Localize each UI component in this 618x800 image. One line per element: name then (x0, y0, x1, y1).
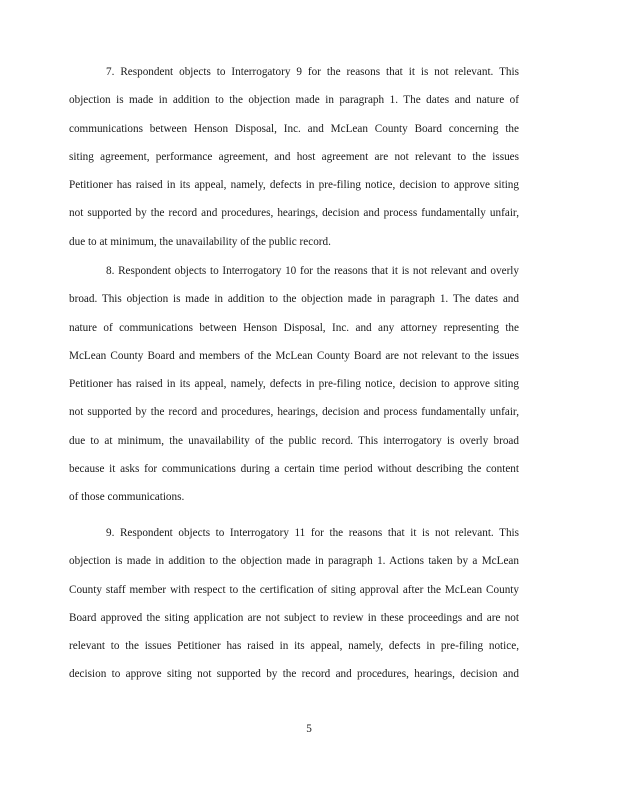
paragraph-line: not supported by the record and procedures, hearings, decision and process fundamentally unfair, (69, 207, 519, 220)
paragraph-line: County staff member with respect to the certification of siting approval after the McLean County (69, 583, 519, 596)
paragraph-line: of those communications. (69, 491, 185, 504)
paragraph-line: decision to approve siting not supported by the record and procedures, hearings, decision and (69, 668, 519, 681)
paragraph-line: objection is made in addition to the objection made in paragraph 1. Actions taken by a McLean (69, 555, 519, 568)
paragraph-line: because it asks for communications during a certain time period without describing the content (69, 463, 519, 476)
paragraph-line: McLean County Board and members of the McLean County Board are not relevant to the issues (69, 349, 519, 362)
paragraph-line: siting agreement, performance agreement, and host agreement are not relevant to the issues (69, 150, 519, 163)
paragraph-line: not supported by the record and procedures, hearings, decision and process fundamentally unfair, (69, 406, 519, 419)
paragraph-line: Board approved the siting application are not subject to review in these proceedings and are not (69, 611, 519, 624)
paragraph-line: Petitioner has raised in its appeal, namely, defects in pre-filing notice, decision to approve siting (69, 378, 519, 391)
paragraph-line: nature of communications between Henson Disposal, Inc. and any attorney representing the (69, 321, 519, 334)
paragraph-line: due to at minimum, the unavailability of the public record. This interrogatory is overly broad (69, 434, 519, 447)
paragraph-line: 8. Respondent objects to Interrogatory 10 for the reasons that it is not relevant and overly (106, 265, 519, 277)
paragraph-line: broad. This objection is made in addition to the objection made in paragraph 1. The dates and (69, 293, 519, 306)
paragraph-line: 7. Respondent objects to Interrogatory 9 for the reasons that it is not relevant. This (106, 66, 519, 78)
paragraph-line: communications between Henson Disposal, Inc. and McLean County Board concerning the (69, 122, 519, 135)
paragraph-9 (69, 519, 519, 689)
paragraph-line: relevant to the issues Petitioner has raised in its appeal, namely, defects in pre-filing notice, (69, 640, 519, 653)
paragraph-8 (69, 257, 519, 512)
paragraph-line: objection is made in addition to the objection made in paragraph 1. The dates and nature of (69, 94, 519, 107)
paragraph-7 (69, 58, 519, 256)
page-number: 5 (306, 723, 312, 735)
paragraph-line: Petitioner has raised in its appeal, namely, defects in pre-filing notice, decision to approve siting (69, 179, 519, 192)
paragraph-line: due to at minimum, the unavailability of the public record. (69, 235, 331, 248)
paragraph-line: 9. Respondent objects to Interrogatory 11 for the reasons that it is not relevant. This (106, 527, 519, 539)
